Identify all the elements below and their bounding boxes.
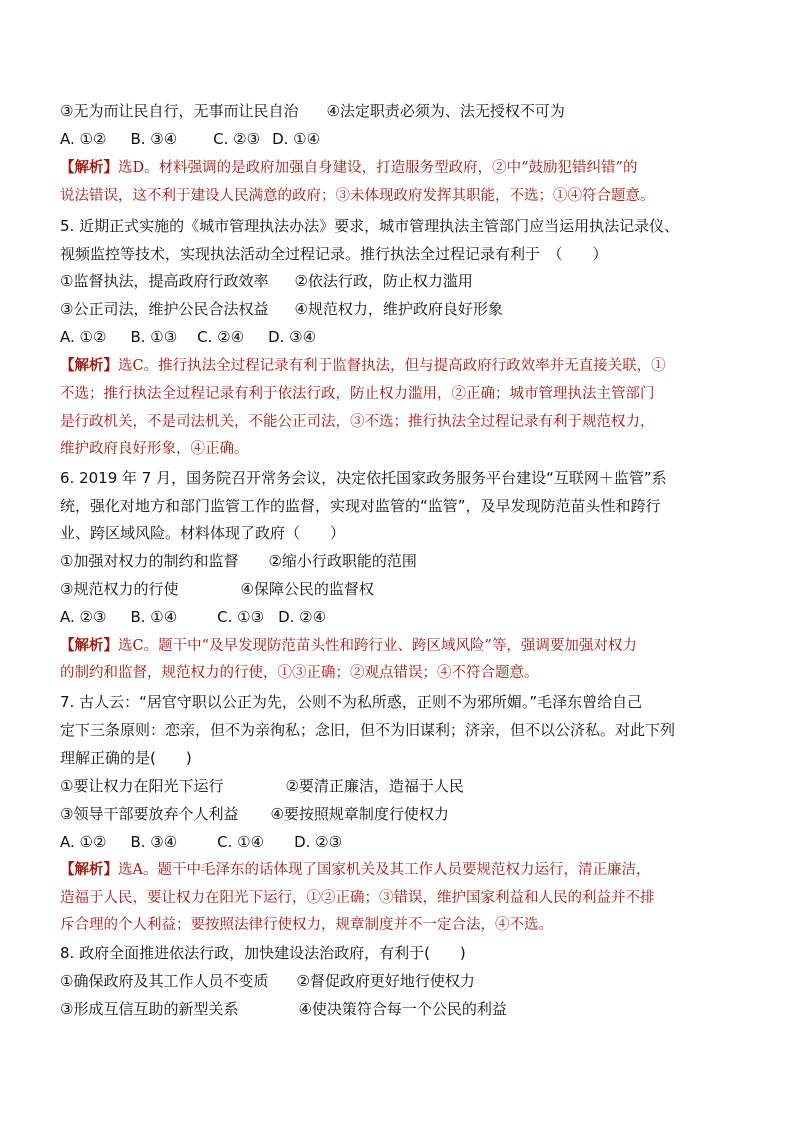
q5-analysis-line-4: 维护政府良好形象，④正确。 xyxy=(60,441,249,457)
q7-options-row-2 xyxy=(60,803,449,825)
q5-option-2: ②依法行政，防止权力滥用 xyxy=(294,272,473,290)
choice-a: A. ②③ xyxy=(60,608,107,626)
q5-options-row-2 xyxy=(60,298,503,320)
q4-option-3: ③无为而让民自行，无事而让民自治 xyxy=(60,102,299,120)
q6-option-3: ③规范权力的行使 xyxy=(60,580,179,598)
q8-stem-line-1: 8. 政府全面推进依法行政，加快建设法治政府，有利于( ) xyxy=(60,944,466,962)
q5-stem-line-1: 5. 近期正式实施的《城市管理执法办法》要求，城市管理执法主管部门应当运用执法记录仪、 xyxy=(60,217,680,235)
q5-option-3: ③公正司法，维护公民合法权益 xyxy=(60,300,269,318)
q4-choices xyxy=(60,128,320,150)
q6-analysis-line-1 xyxy=(60,635,637,657)
q5-stem-line-2: 视频监控等技术，实现执法活动全过程记录。推行执法全过程记录有利于 （ ） xyxy=(60,245,608,263)
choice-d: D. ②③ xyxy=(294,833,343,851)
q4-analysis-line-2: 说法错误，这不利于建设人民满意的政府；③未体现政府发挥其职能，不选；①④符合题意。 xyxy=(60,188,655,204)
choice-d: D. ①④ xyxy=(272,130,321,148)
q8-options-row-2 xyxy=(60,998,507,1020)
q8-option-1: ①确保政府及其工作人员不变质 xyxy=(60,972,269,990)
choice-b: B. ③④ xyxy=(130,833,178,851)
choice-c: C. ①③ xyxy=(217,608,265,626)
q7-choices xyxy=(60,831,342,853)
analysis-text: 选C。题干中“及早发现防范苗头性和跨行业、跨区域风险”等，强调要加强对权力 xyxy=(118,638,637,654)
choice-c: C. ②③ xyxy=(213,130,261,148)
q7-analysis-line-2: 造福于人民，要让权力在阳光下运行，①②正确；③错误，维护国家利益和人民的利益并不排 xyxy=(60,890,655,906)
q5-analysis-line-2: 不选；推行执法全过程记录有利于依法行政，防止权力滥用，②正确；城市管理执法主管部门 xyxy=(60,386,655,402)
choice-b: B. ③④ xyxy=(130,130,178,148)
q6-options-row-1 xyxy=(60,550,417,572)
q4-options-row-2 xyxy=(60,100,565,122)
q7-option-3: ③领导干部要放弃个人利益 xyxy=(60,805,239,823)
q7-option-2: ②要清正廉洁，造福于人民 xyxy=(285,777,464,795)
choice-d: D. ③④ xyxy=(268,328,317,346)
q7-stem-line-3: 理解正确的是( ) xyxy=(60,749,192,767)
analysis-tag: 【解析】 xyxy=(60,159,118,176)
q5-choices xyxy=(60,326,316,348)
choice-a: A. ①② xyxy=(60,328,107,346)
q8-option-2: ②督促政府更好地行使权力 xyxy=(296,972,475,990)
choice-c: C. ①④ xyxy=(217,833,265,851)
q7-option-4: ④要按照规章制度行使权力 xyxy=(270,805,449,823)
analysis-tag: 【解析】 xyxy=(60,637,118,654)
analysis-text: 选A。题干中毛泽东的话体现了国家机关及其工作人员要规范权力运行，清正廉洁， xyxy=(118,862,651,878)
q6-choices xyxy=(60,606,326,628)
q6-option-1: ①加强对权力的制约和监督 xyxy=(60,552,239,570)
q4-analysis-line-1 xyxy=(60,157,637,179)
q8-options-row-1 xyxy=(60,970,475,992)
q5-analysis-line-3: 是行政机关，不是司法机关，不能公正司法，③不选；推行执法全过程记录有利于规范权力， xyxy=(60,414,655,430)
q8-option-3: ③形成互信互助的新型关系 xyxy=(60,1000,239,1018)
q6-stem-line-3: 业、跨区域风险。材料体现了政府（ ） xyxy=(60,524,346,542)
q6-option-2: ②缩小行政职能的范围 xyxy=(268,552,417,570)
analysis-text: 选D。材料强调的是政府加强自身建设，打造服务型政府，②中“鼓励犯错纠错”的 xyxy=(118,160,638,176)
q5-option-4: ④规范权力，维护政府良好形象 xyxy=(294,300,503,318)
q7-option-1: ①要让权力在阳光下运行 xyxy=(60,777,224,795)
choice-b: B. ①③ xyxy=(130,328,178,346)
q7-options-row-1 xyxy=(60,775,464,797)
q6-option-4: ④保障公民的监督权 xyxy=(240,580,374,598)
q7-stem-line-2: 定下三条原则：恋亲，但不为亲徇私；念旧，但不为旧谋利；济亲，但不以公济私。对此下列 xyxy=(60,721,676,739)
q8-option-4: ④使决策符合每一个公民的利益 xyxy=(298,1000,507,1018)
q6-options-row-2 xyxy=(60,578,374,600)
q5-options-row-1 xyxy=(60,270,473,292)
q4-option-4: ④法定职责必须为、法无授权不可为 xyxy=(326,102,565,120)
choice-d: D. ②④ xyxy=(278,608,327,626)
q7-stem-line-1: 7. 古人云：“居官守职以公正为先，公则不为私所惑，正则不为邪所媚。”毛泽东曾给自己 xyxy=(60,693,643,711)
analysis-tag: 【解析】 xyxy=(60,357,118,374)
analysis-text: 选C。推行执法全过程记录有利于监督执法，但与提高政府行政效率并无直接关联，① xyxy=(118,358,666,374)
q7-analysis-line-3: 斥合理的个人利益；要按照法律行使权力，规章制度并不一定合法，④不选。 xyxy=(60,917,553,933)
q6-analysis-line-2: 的制约和监督，规范权力的行使，①③正确；②观点错误；④不符合题意。 xyxy=(60,665,539,681)
q7-analysis-line-1 xyxy=(60,859,650,881)
q6-stem-line-1: 6. 2019 年 7 月，国务院召开常务会议，决定依托国家政务服务平台建设“互联网＋监管”系 xyxy=(60,469,667,487)
analysis-tag: 【解析】 xyxy=(60,861,118,878)
q6-stem-line-2: 统，强化对地方和部门监管工作的监督，实现对监管的“监管”，及早发现防范苗头性和跨行 xyxy=(60,497,661,515)
q5-analysis-line-1 xyxy=(60,355,666,377)
q5-option-1: ①监督执法，提高政府行政效率 xyxy=(60,272,269,290)
choice-a: A. ①② xyxy=(60,130,107,148)
choice-b: B. ①④ xyxy=(130,608,178,626)
choice-a: A. ①② xyxy=(60,833,107,851)
choice-c: C. ②④ xyxy=(197,328,245,346)
